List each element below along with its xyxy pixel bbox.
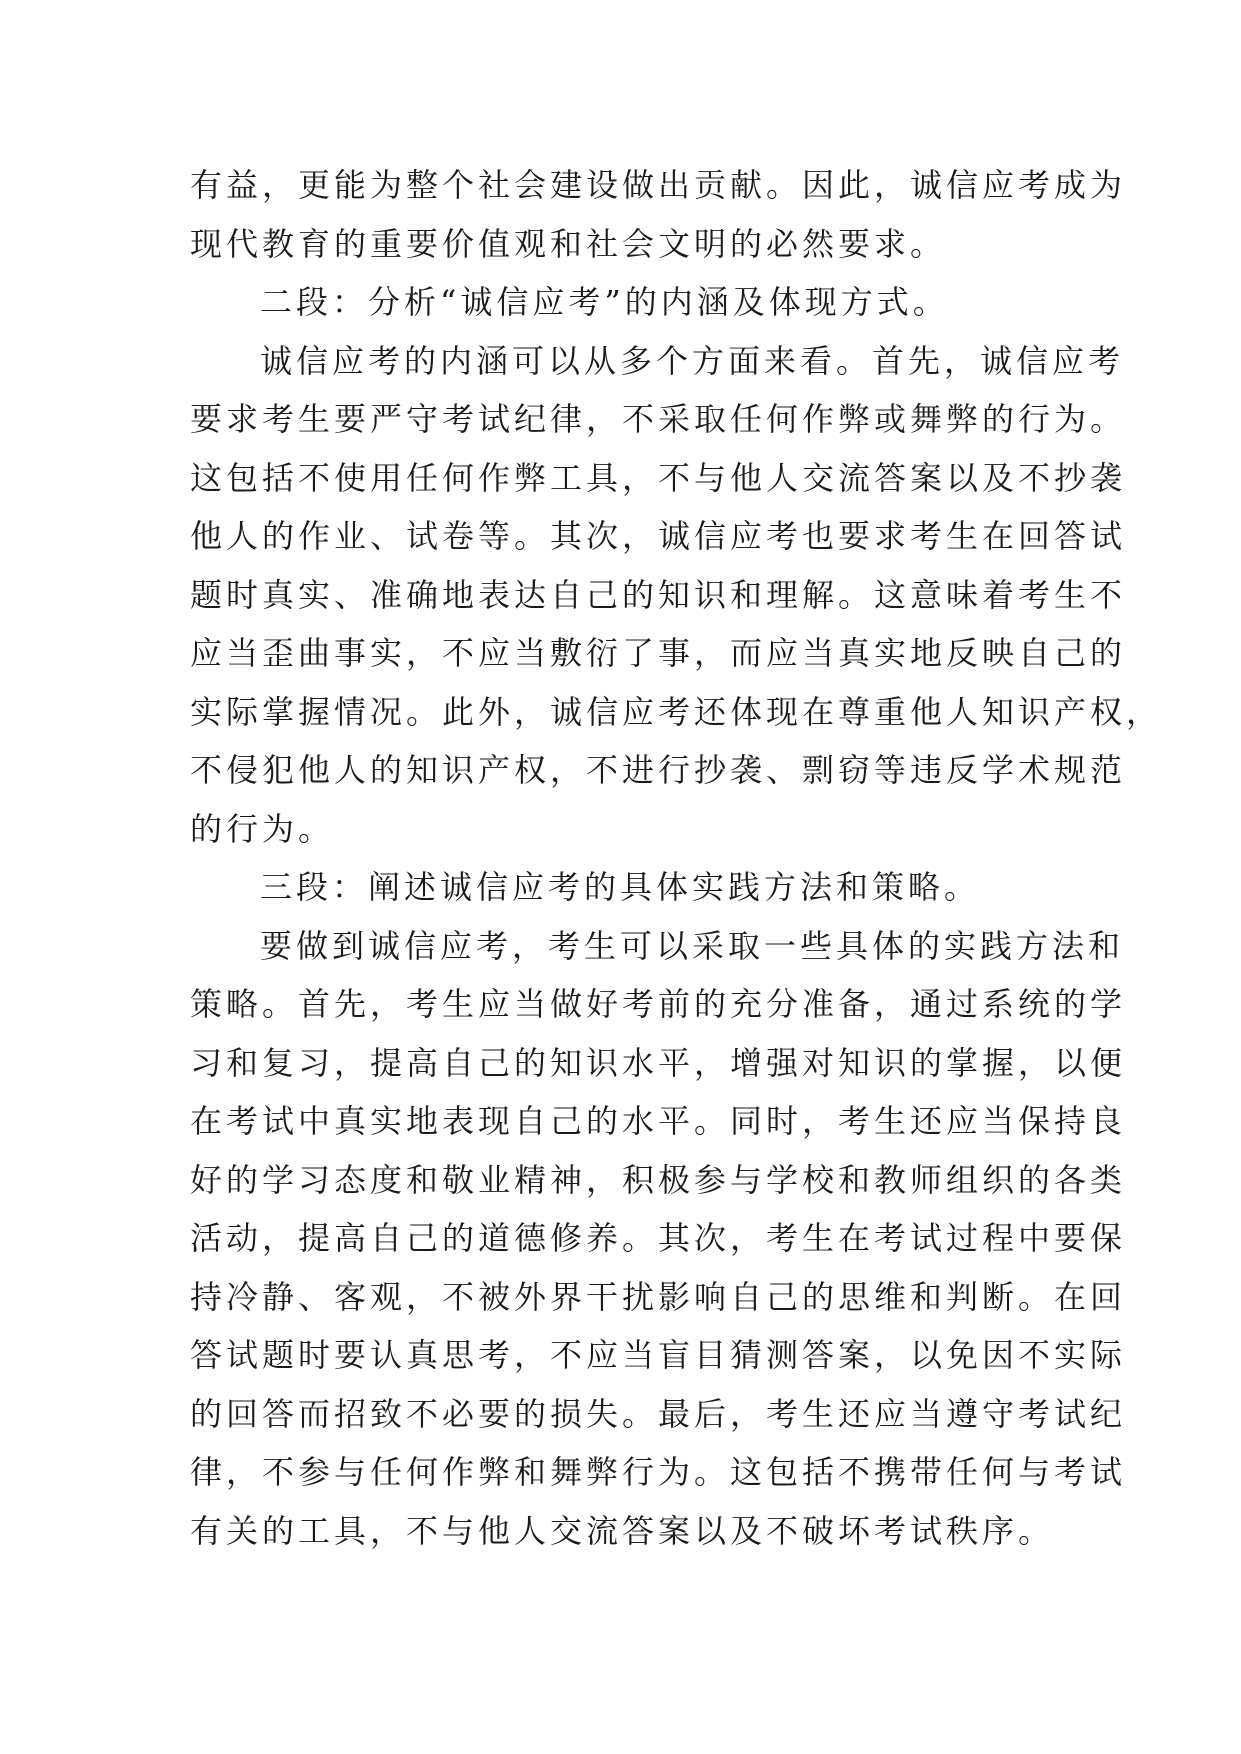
text-line: 不侵犯他人的知识产权，不进行抄袭、剽窃等违反学术规范 — [190, 751, 1127, 789]
text-line: 要求考生要严守考试纪律，不采取任何作弊或舞弊的行为。 — [190, 400, 1127, 438]
text-line: 习和复习，提高自己的知识水平，增强对知识的掌握，以便 — [190, 1043, 1127, 1082]
text-line: 在考试中真实地表现自己的水平。同时，考生还应当保持良 — [190, 1102, 1127, 1140]
document-body — [190, 156, 1163, 1560]
text-line: 活动，提高自己的道德修养。其次，考生在考试过程中要保 — [190, 1219, 1127, 1257]
text-line: 答试题时要认真思考，不应当盲目猜测答案，以免因不实际 — [190, 1336, 1127, 1374]
text-line: 的行为。 — [190, 809, 335, 848]
text-line: 持冷静、客观，不被外界干扰影响自己的思维和判断。在回 — [190, 1277, 1127, 1316]
text-line: 的回答而招致不必要的损失。最后，考生还应当遵守考试纪 — [190, 1394, 1127, 1433]
text-line: 实际掌握情况。此外，诚信应考还体现在尊重他人知识产权， — [190, 692, 1163, 731]
text-line: 应当歪曲事实，不应当敷衍了事，而应当真实地反映自己的 — [190, 634, 1127, 672]
text-line: 有关的工具，不与他人交流答案以及不破坏考试秩序。 — [190, 1511, 1055, 1550]
text-line: 好的学习态度和敬业精神，积极参与学校和教师组织的各类 — [190, 1160, 1127, 1199]
text-line: 律，不参与任何作弊和舞弊行为。这包括不携带任何与考试 — [190, 1453, 1127, 1491]
text-line: 有益，更能为整个社会建设做出贡献。因此，诚信应考成为 — [190, 166, 1127, 204]
text-line: 他人的作业、试卷等。其次，诚信应考也要求考生在回答试 — [190, 517, 1127, 555]
text-line: 题时真实、准确地表达自己的知识和理解。这意味着考生不 — [190, 575, 1127, 614]
section-heading: 二段：分析“诚信应考”的内涵及体现方式。 — [260, 283, 949, 321]
text-line: 现代教育的重要价值观和社会文明的必然要求。 — [190, 224, 947, 263]
text-line: 策略。首先，考生应当做好考前的充分准备，通过系统的学 — [190, 985, 1127, 1023]
text-line: 要做到诚信应考，考生可以采取一些具体的实践方法和 — [260, 926, 1125, 965]
section-heading: 三段：阐述诚信应考的具体实践方法和策略。 — [260, 868, 981, 906]
text-line: 诚信应考的内涵可以从多个方面来看。首先，诚信应考 — [260, 341, 1125, 380]
text-line: 这包括不使用任何作弊工具，不与他人交流答案以及不抄袭 — [190, 458, 1127, 497]
